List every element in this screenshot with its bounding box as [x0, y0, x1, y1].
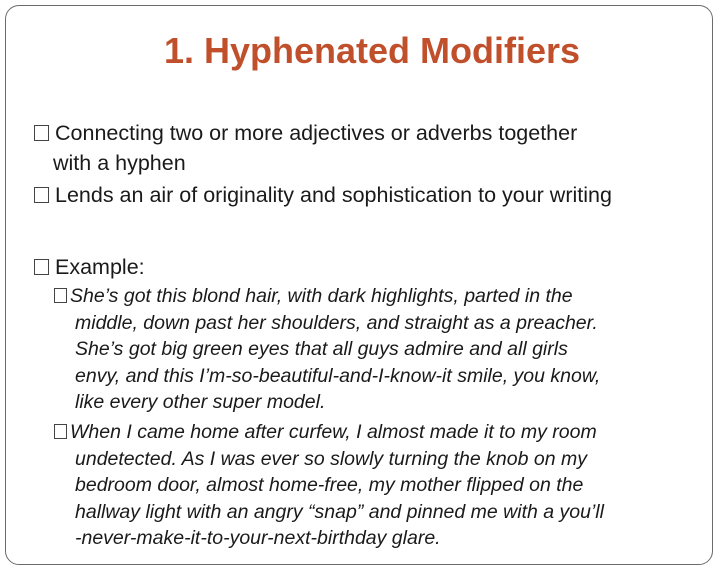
example-text: undetected. As I was ever so slowly turning the knob on my — [75, 447, 587, 470]
example-text: bedroom door, almost home-free, my mother flipped on the — [75, 474, 584, 497]
checkbox-bullet-icon — [54, 288, 67, 303]
checkbox-bullet-icon — [34, 259, 49, 275]
example-2 — [54, 419, 694, 552]
slide-title: 1. Hyphenated Modifiers — [163, 30, 581, 71]
example-text: like every other super model. — [75, 391, 326, 414]
example-text: -never-make-it-to-your-next-birthday glare. — [75, 527, 441, 550]
checkbox-bullet-icon — [34, 125, 49, 141]
example-text: middle, down past her shoulders, and straight as a preacher. — [75, 311, 598, 334]
checkbox-bullet-icon — [34, 187, 49, 203]
example-text: She’s got this blond hair, with dark highlights, parted in the — [70, 285, 573, 307]
checkbox-bullet-icon — [54, 424, 67, 439]
bullet-text: Lends an air of originality and sophistication to your writing — [55, 183, 612, 207]
bullet-example — [34, 252, 145, 282]
example-text: hallway light with an angry “snap” and pinned me with a you’ll — [75, 500, 604, 523]
example-1 — [54, 283, 694, 416]
bullet-text: with a hyphen — [53, 151, 186, 175]
bullet-connecting — [34, 118, 577, 178]
bullet-lends — [34, 180, 612, 210]
bullet-text: Example: — [55, 255, 145, 279]
example-text: She’s got big green eyes that all guys admire and all girls — [75, 338, 568, 361]
bullet-text: Connecting two or more adjectives or adverbs together — [55, 121, 578, 145]
example-text: envy, and this I’m-so-beautiful-and-I-know-it smile, you know, — [75, 364, 601, 387]
example-text: When I came home after curfew, I almost made it to my room — [70, 421, 597, 443]
